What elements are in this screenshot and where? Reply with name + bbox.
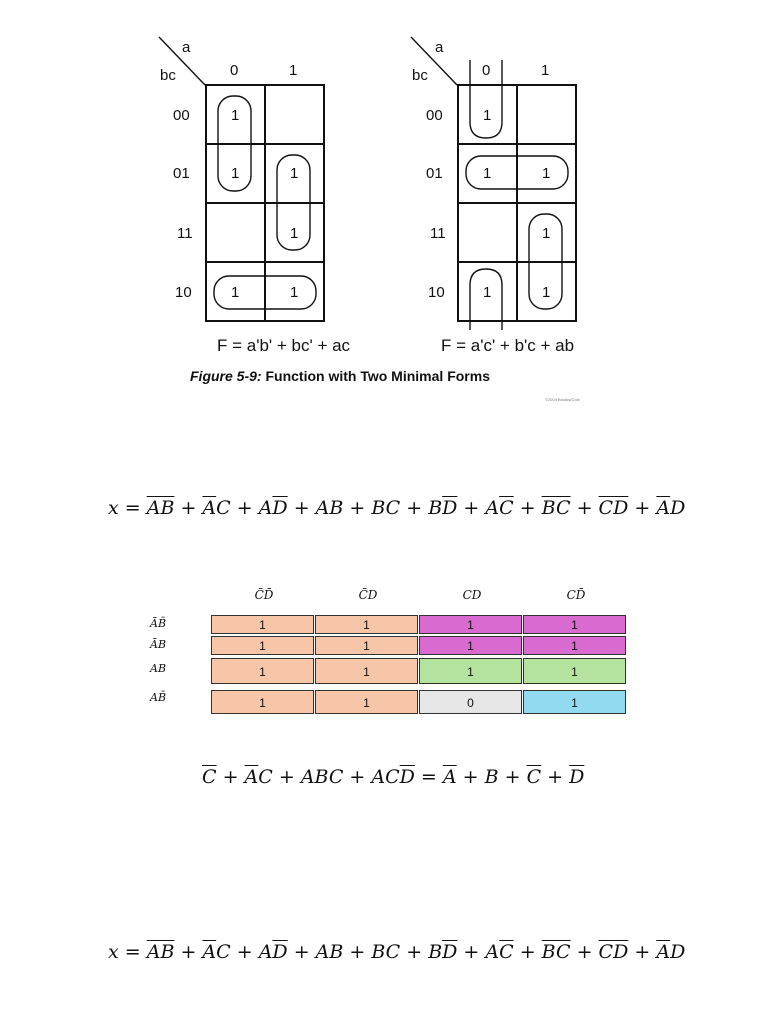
- table-cell: 1: [419, 615, 522, 634]
- kmap-left-var-col: a: [182, 39, 191, 56]
- kmap-left-row-label: 11: [177, 225, 193, 242]
- table-col-header: C̄D̄: [254, 588, 274, 602]
- table-cell: 1: [523, 615, 626, 634]
- kmap-right-cell: 1: [542, 165, 551, 182]
- kmap-right-row-label: 01: [426, 165, 443, 182]
- table-cell: 1: [211, 658, 314, 684]
- kmap-right-cell: 1: [483, 107, 492, 124]
- kmap-left-row-label: 10: [175, 284, 192, 301]
- kmap-left: [159, 37, 324, 321]
- kmap-right-row-label: 11: [430, 225, 446, 242]
- kmap-left-cell: 1: [231, 284, 240, 301]
- table-cell: 1: [419, 636, 522, 655]
- kmap-right-col-label: 1: [541, 62, 550, 79]
- figure-caption-prefix: Figure 5-9:: [190, 368, 262, 384]
- table-col-header: CD̄: [566, 588, 586, 602]
- kmap-right-formula: F = a'c' + b'c + ab: [441, 336, 575, 355]
- kmap-right-cell: 1: [483, 284, 492, 301]
- table-cell: 1: [315, 636, 418, 655]
- simplification-equation: $\overline{C} + \overline{A}C$ + ABC + $AC\overline{D} = \overline{A} + B + \overline{C} + \overline{D}$: [202, 766, 585, 788]
- kmap-right: [411, 37, 576, 330]
- table-row-header: AB: [150, 662, 167, 675]
- kmap-right-cell: 1: [542, 284, 551, 301]
- kmap-left-row-label: 00: [173, 107, 190, 124]
- table-cell: 1: [315, 690, 418, 714]
- kmap-left-col-label: 1: [289, 62, 298, 79]
- table-cell: 1: [419, 658, 522, 684]
- kmap-right-col-label: 0: [482, 62, 491, 79]
- kmap-figure: [0, 0, 768, 420]
- table-cell: 1: [211, 615, 314, 634]
- kmap-left-col-label: 0: [230, 62, 239, 79]
- table-row-header: ĀB̄: [150, 617, 167, 630]
- kmap-left-var-row: bc: [160, 67, 176, 84]
- kmap-left-cell: 1: [290, 225, 299, 242]
- kmap-right-cell: 1: [483, 165, 492, 182]
- kmap-left-cell: 1: [231, 165, 240, 182]
- expression-x-second: $x = \overline{A}\overline{B} + \overline{A}C + A\overline{D}$ + AB + BC + $B\overline{D} + A\overline{C} + \overline{B}\overline{C} + \overline{C}\overline{D} + \overline{A}D$: [108, 941, 686, 963]
- table-row-header: ĀB: [150, 638, 167, 651]
- kmap-left-formula: F = a'b' + bc' + ac: [217, 336, 351, 355]
- kmap-right-var-col: a: [435, 39, 444, 56]
- figure-caption: [190, 368, 490, 384]
- kmap-left-cell: 1: [290, 165, 299, 182]
- kmap-right-row-label: 00: [426, 107, 443, 124]
- kmap-figure-svg: [0, 0, 768, 420]
- table-cell: 1: [315, 658, 418, 684]
- kmap-right-cell: 1: [542, 225, 551, 242]
- expression-x-first: $x = \overline{A}\overline{B} + \overline{A}C + A\overline{D}$ + AB + BC + $B\overline{D} + A\overline{C} + \overline{B}\overline{C} + \overline{C}\overline{D} + \overline{A}D$: [108, 497, 686, 519]
- table-cell: 1: [523, 636, 626, 655]
- kmap-right-row-label: 10: [428, 284, 445, 301]
- table-cell: 1: [523, 658, 626, 684]
- table-cell: 1: [315, 615, 418, 634]
- figure-caption-text: Function with Two Minimal Forms: [265, 368, 490, 384]
- table-cell: 1: [211, 690, 314, 714]
- table-cell: 1: [211, 636, 314, 655]
- kmap-left-cell: 1: [231, 107, 240, 124]
- kmap-left-row-label: 01: [173, 165, 190, 182]
- table-col-header: C̄D: [358, 588, 378, 602]
- table-cell: 1: [523, 690, 626, 714]
- kmap-left-cell: 1: [290, 284, 299, 301]
- table-row-header: AB̄: [150, 691, 167, 704]
- table-cell: 0: [419, 690, 522, 714]
- figure-copyright: ©2004 Brooks/Cole: [545, 397, 580, 402]
- table-col-header: CD: [462, 588, 482, 602]
- kmap-right-var-row: bc: [412, 67, 428, 84]
